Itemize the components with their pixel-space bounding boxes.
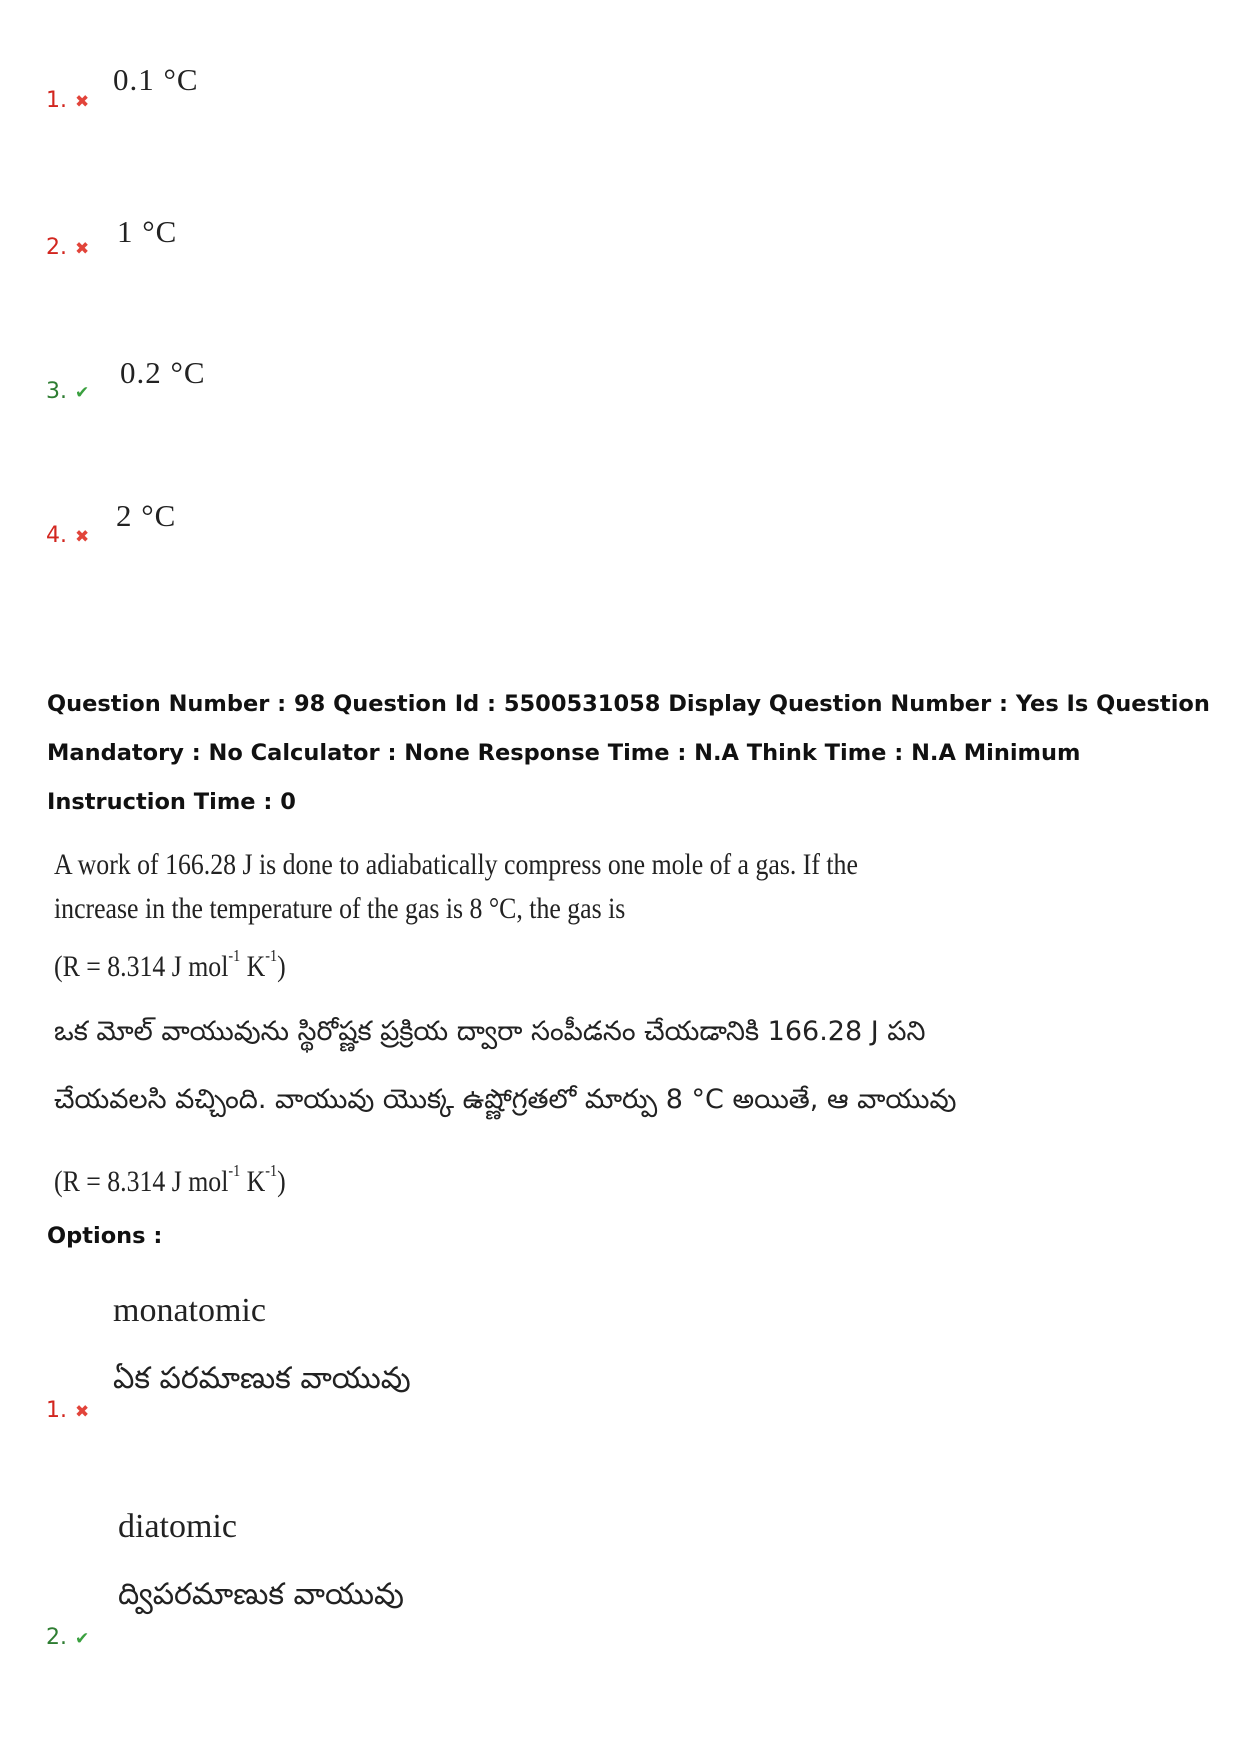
prev-option-4-value: 2 °C bbox=[116, 498, 177, 533]
question-text-line-1: A work of 166.28 J is done to adiabatically compress one mole of a gas. If the bbox=[54, 848, 858, 881]
prev-option-1 bbox=[46, 90, 89, 112]
option-1 bbox=[46, 1400, 89, 1422]
prev-option-2-value: 1 °C bbox=[117, 214, 178, 249]
cross-icon: ✖ bbox=[75, 239, 90, 259]
option-number: 1. bbox=[46, 88, 67, 113]
option-2-en: diatomic bbox=[118, 1508, 237, 1545]
option-1-te: ఏక పరమాణుక వాయువు bbox=[113, 1361, 411, 1396]
gas-constant-en: (R = 8.314 J mol$^{-1}$ $K^{-1}$) bbox=[54, 946, 286, 983]
option-number: 1. bbox=[46, 1398, 67, 1423]
option-number: 3. bbox=[46, 379, 67, 404]
cross-icon: ✖ bbox=[75, 92, 90, 112]
option-2-te: ద్విపరమాణుక వాయువు bbox=[118, 1577, 404, 1612]
option-number: 2. bbox=[46, 1625, 67, 1650]
question-meta: Question Number : 98 Question Id : 5500531058 Display Question Number : Yes Is Question Mandatory : No Calculator : None Response Time : N.A Think Time : N.A Minimum Instruction Time : 0 bbox=[47, 691, 1210, 815]
option-number: 4. bbox=[46, 523, 67, 548]
prev-option-3-value: 0.2 °C bbox=[120, 355, 206, 390]
option-1-en: monatomic bbox=[113, 1292, 266, 1329]
question-text-telugu-2: చేయవలసి వచ్చింది. వాయువు యొక్క ఉష్ణోగ్రతలో మార్పు 8 °C అయితే, ఆ వాయువు bbox=[54, 1084, 957, 1115]
prev-option-3 bbox=[46, 381, 89, 403]
option-number: 2. bbox=[46, 235, 67, 260]
checkmark-icon: ✔ bbox=[75, 383, 90, 403]
options-label: Options : bbox=[47, 1223, 163, 1249]
prev-option-1-value: 0.1 °C bbox=[113, 62, 199, 97]
question-text-telugu-1: ఒక మోల్ వాయువును స్థిరోష్ణక ప్రక్రియ ద్వారా సంపీడనం చేయడానికి 166.28 J పని bbox=[54, 1016, 926, 1047]
gas-constant-te: (R = 8.314 J mol$^{-1}$ $K^{-1}$) bbox=[54, 1161, 286, 1198]
checkmark-icon: ✔ bbox=[75, 1629, 90, 1649]
question-body bbox=[54, 843, 989, 931]
cross-icon: ✖ bbox=[75, 527, 90, 547]
prev-option-4 bbox=[46, 525, 89, 547]
question-text-line-2: increase in the temperature of the gas is 8 °C, the gas is bbox=[54, 892, 626, 925]
cross-icon: ✖ bbox=[75, 1402, 90, 1422]
option-2 bbox=[46, 1627, 89, 1649]
prev-option-2 bbox=[46, 237, 89, 259]
